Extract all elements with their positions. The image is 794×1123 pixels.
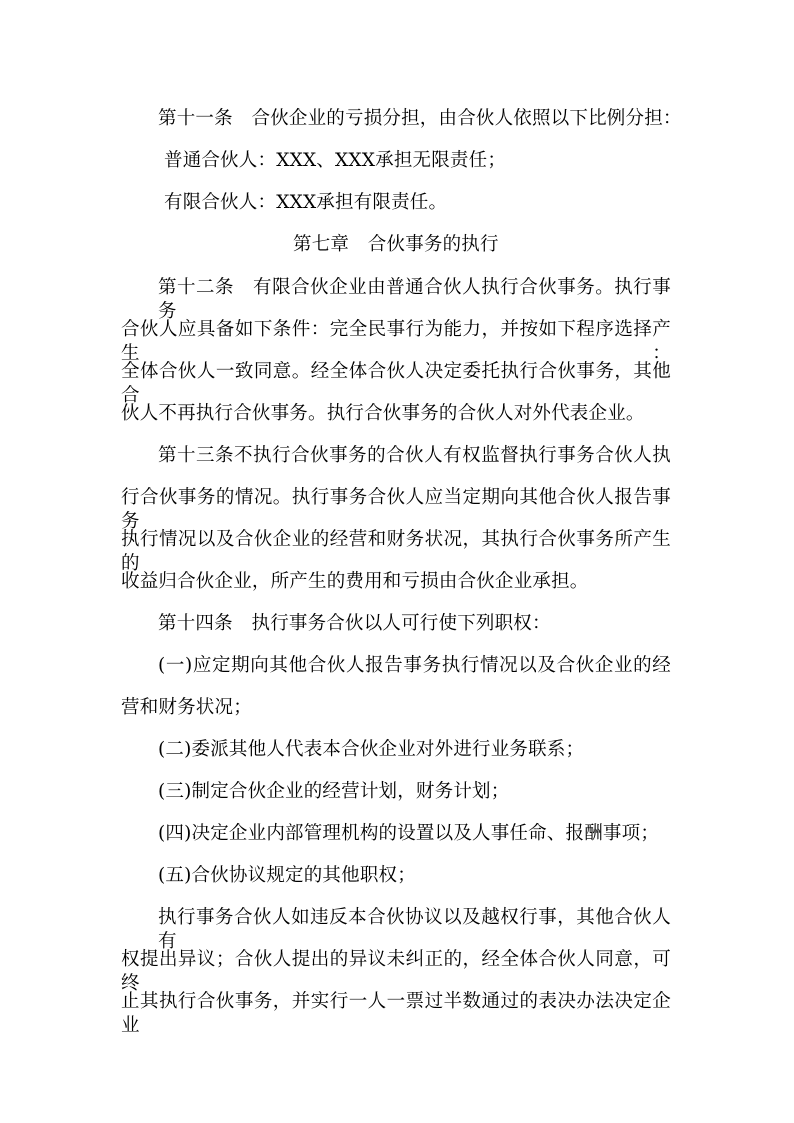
article-12-line-1: 第十二条 有限合伙企业由普通合伙人执行合伙事务。执行事务 — [158, 277, 671, 322]
objection-line-2: 权提出异议；合伙人提出的异议未纠正的，经全体合伙人同意，可终 — [121, 949, 671, 994]
limited-partner-line: 有限合伙人：XXX承担有限责任。 — [164, 192, 448, 213]
power-3-line: (三)制定合伙企业的经营计划，财务计划； — [158, 781, 510, 802]
article-13-line-4: 收益归合伙企业，所产生的费用和亏损由合伙企业承担。 — [121, 571, 589, 592]
article-12-line-2: 合伙人应具备如下条件：完全民事行为能力，并按如下程序选择产生： — [121, 319, 671, 364]
objection-line-3: 止其执行合伙事务，并实行一人一票过半数通过的表决办法决定企业 — [121, 991, 671, 1036]
chapter-7-heading: 第七章 合伙事务的执行 — [293, 234, 499, 255]
power-4-line: (四)决定企业内部管理机构的设置以及人事任命、报酬事项； — [158, 823, 660, 844]
article-12-line-4: 伙人不再执行合伙事务。执行合伙事务的合伙人对外代表企业。 — [121, 403, 645, 424]
power-2-line: (二)委派其他人代表本合伙企业对外进行业务联系； — [158, 739, 585, 760]
power-5-line: (五)合伙协议规定的其他职权； — [158, 865, 416, 886]
article-12-line-3: 全体合伙人一致同意。经全体合伙人决定委托执行合伙事务，其他合 — [121, 361, 671, 406]
objection-line-1: 执行事务合伙人如违反本合伙协议以及越权行事，其他合伙人有 — [158, 907, 671, 952]
article-13-line-3: 执行情况以及合伙企业的经营和财务状况，其执行合伙事务所产生的 — [121, 529, 671, 574]
article-14-line-1: 第十四条 执行事务合伙以人可行使下列职权： — [158, 613, 551, 634]
power-1-line-2: 营和财务状况； — [121, 697, 252, 718]
article-13-line-2: 行合伙事务的情况。执行事务合伙人应当定期向其他合伙人报告事务 — [121, 487, 671, 532]
article-11-line-1: 第十一条 合伙企业的亏损分担，由合伙人依照以下比例分担： — [158, 108, 682, 129]
article-13-line-1: 第十三条不执行合伙事务的合伙人有权监督执行事务合伙人执 — [158, 445, 671, 466]
general-partner-line: 普通合伙人：XXX、XXX承担无限责任； — [164, 150, 507, 171]
power-1-line-1: (一)应定期向其他合伙人报告事务执行情况以及合伙企业的经 — [158, 655, 671, 676]
